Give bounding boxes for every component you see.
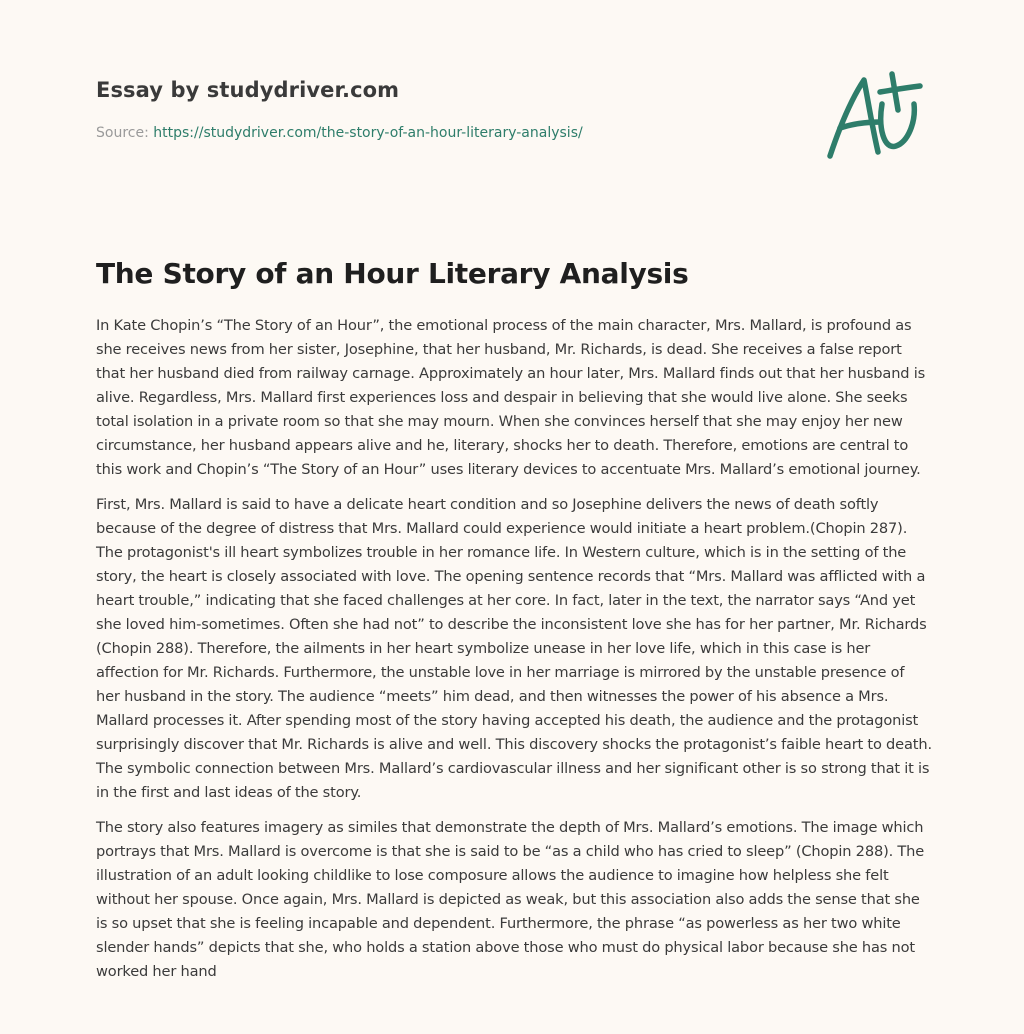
source-line: [96, 123, 736, 143]
essay-paragraph-2: First, Mrs. Mallard is said to have a delicate heart condition and so Josephine delivers the news of death softly because of the degree of distress that Mrs. Mallard could experience would initiate a heart problem.(Chopin 287). The protagonist's ill heart symbolizes trouble in her romance life. In Western culture, which is in the setting of the story, the heart is closely associated with love. The opening sentence records that “Mrs. Mallard was afflicted with a heart trouble,” indicating that she faced challenges at her core. In fact, later in the text, the narrator says “And yet she loved him-sometimes. Often she had not” to describe the inconsistent love she has for her partner, Mr. Richards (Chopin 288). Therefore, the ailments in her heart symbolize unease in her love life, which in this case is her affection for Mr. Richards. Furthermore, the unstable love in her marriage is mirrored by the unstable presence of her husband in the story. The audience “meets” him dead, and then witnesses the power of his absence a Mrs. Mallard processes it. After spending most of the story having accepted his death, the audience and the protagonist surprisingly discover that Mr. Richards is alive and well. This discovery shocks the protagonist’s faible heart to death. The symbolic connection between Mrs. Mallard’s cardiovascular illness and her significant other is so strong that it is in the first and last ideas of the story.: [96, 496, 932, 801]
essay-body: [96, 314, 932, 995]
source-label: Source:: [96, 125, 149, 141]
essay-header: [96, 74, 736, 143]
essay-title: The Story of an Hour Literary Analysis: [96, 257, 689, 290]
essay-paragraph-1: In Kate Chopin’s “The Story of an Hour”, the emotional process of the main character, Mrs. Mallard, is profound as she receives news from her sister, Josephine, that her husband, Mr. Richards, is dead. She receives a false report that her husband died from railway carnage. Approximately an hour later, Mrs. Mallard finds out that her husband is alive. Regardless, Mrs. Mallard first experiences loss and despair in believing that she would live alone. She seeks total isolation in a private room so that she may mourn. When she convinces herself that she may enjoy her new circumstance, her husband appears alive and he, literary, shocks her to death. Therefore, emotions are central to this work and Chopin’s “The Story of an Hour” uses literary devices to accentuate Mrs. Mallard’s emotional journey.: [96, 317, 926, 478]
source-link[interactable]: https://studydriver.com/the-story-of-an-hour-literary-analysis/: [153, 125, 583, 141]
essay-paragraph-3: The story also features imagery as similes that demonstrate the depth of Mrs. Mallard’s emotions. The image which portrays that Mrs. Mallard is overcome is that she is said to be “as a child who has cried to sleep” (Chopin 288). The illustration of an adult looking childlike to lose composure allows the audience to imagine how helpless she felt without her spouse. Once again, Mrs. Mallard is depicted as weak, but this association also adds the sense that she is so upset that she is feeling incapable and dependent. Furthermore, the phrase “as powerless as her two white slender hands” depicts that she, who holds a station above those who must do physical labor because she has not worked her hand: [96, 819, 925, 980]
a-plus-icon: [822, 68, 926, 164]
brand-title: Essay by studydriver.com: [96, 78, 400, 102]
